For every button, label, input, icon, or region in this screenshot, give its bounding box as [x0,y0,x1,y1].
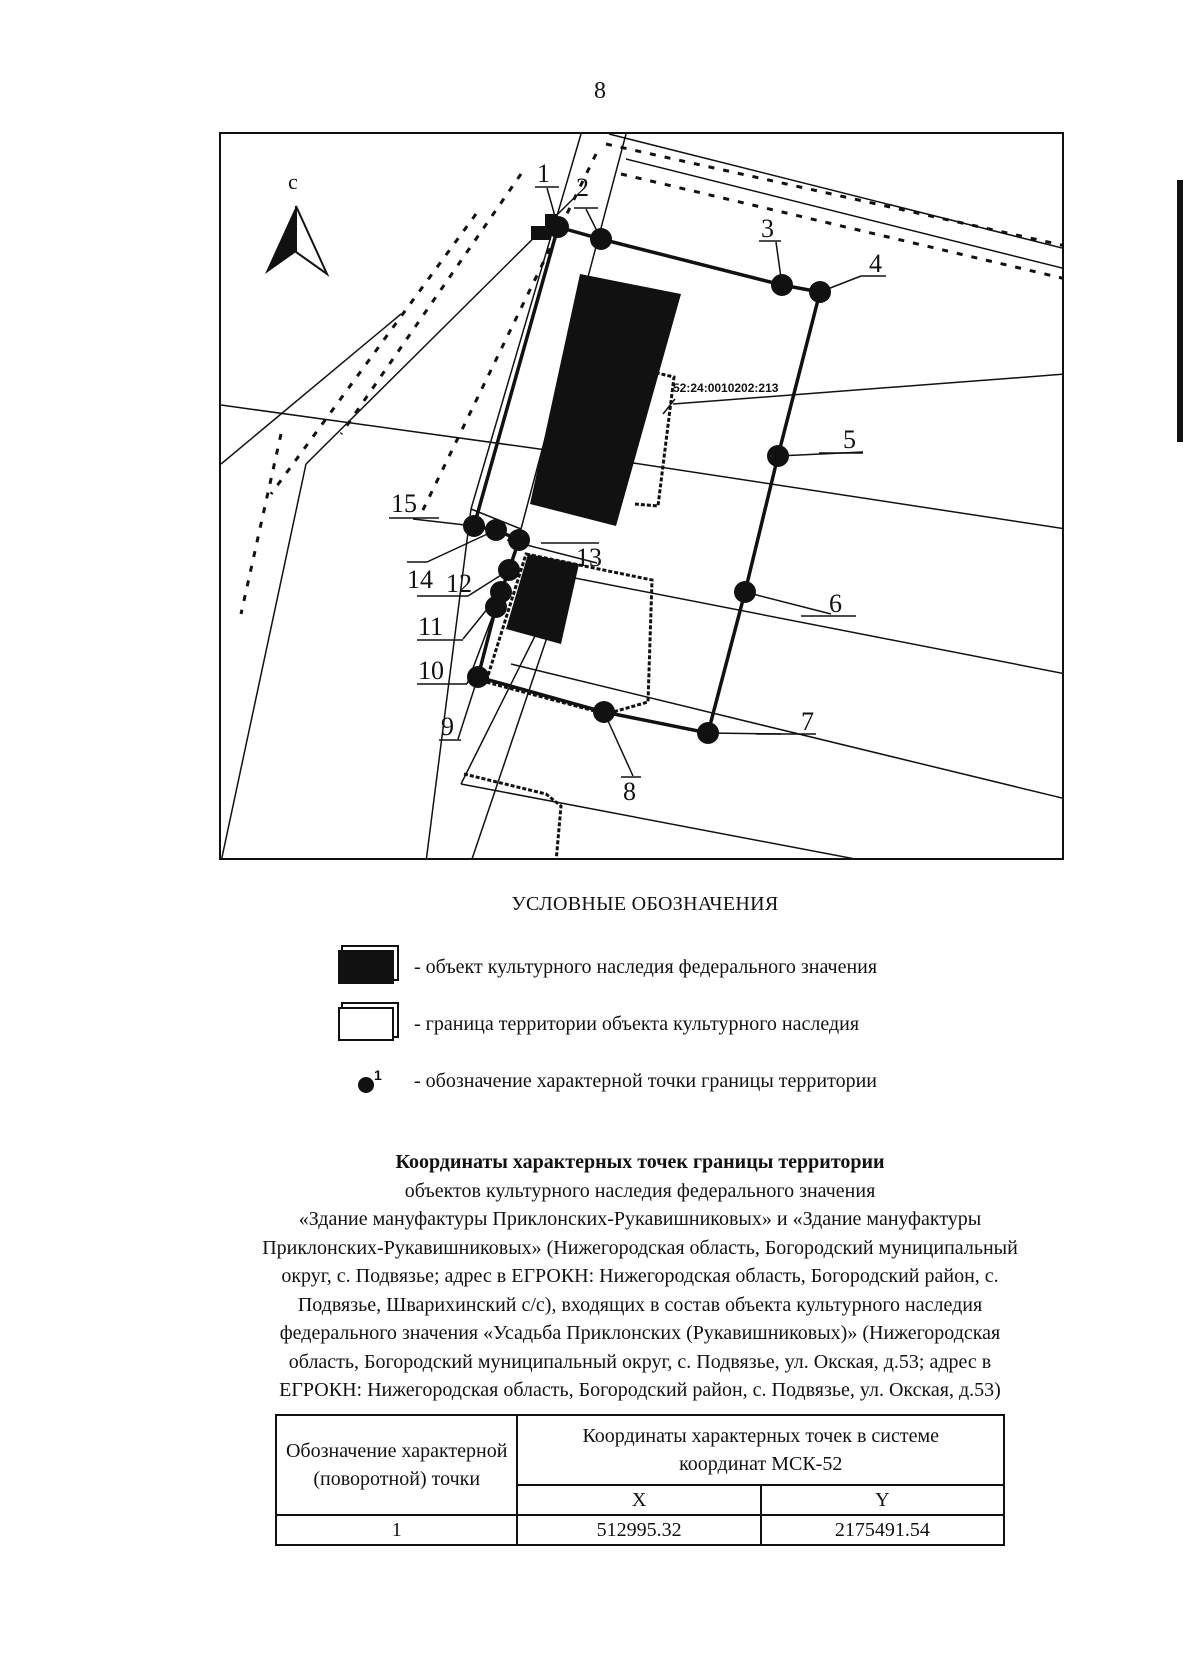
coordinates-heading: Координаты характерных точек границы территории [395,1151,885,1173]
outline-rectangle-icon [338,1007,394,1041]
leader-lines [389,187,886,777]
point-label-3: 3 [761,214,774,243]
description-line: ЕГРОКН: Нижегородская область, Богородский район, с. Подвязье, ул. Окская, д.53) [279,1379,1001,1401]
point-label-7: 7 [801,707,814,736]
legend-item-heritage-object [336,947,877,987]
y-cell: 2175491.54 [761,1515,1004,1545]
legend-item-point-marker [336,1061,877,1101]
point-marker [508,529,530,551]
point-marker [498,559,520,581]
north-label: с [288,169,298,194]
point-marker [771,274,793,296]
table-row [276,1515,1004,1545]
x-cell: 512995.32 [517,1515,760,1545]
point-label-10: 10 [418,656,444,685]
description-line: федерального значения «Усадьба Приклонских (Рукавишниковых)» (Нижегородская [279,1322,1001,1344]
point-label-5: 5 [843,425,856,454]
legend-title: УСЛОВНЫЕ ОБОЗНАЧЕНИЯ [511,893,779,915]
north-arrow-icon [265,169,327,274]
point-labels [391,159,882,806]
point-marker [547,216,569,238]
point-cell: 1 [276,1515,517,1545]
x-header: X [517,1485,760,1515]
point-marker [593,701,615,723]
coordinates-system-header: Координаты характерных точек в системе координат МСК-52 [517,1415,1004,1485]
filled-rectangle-icon [338,950,394,984]
point-label-15: 15 [391,489,417,518]
point-label-12: 12 [446,569,472,598]
marker-label: 1 [374,1067,382,1083]
y-header: Y [761,1485,1004,1515]
point-label-11: 11 [418,612,444,641]
point-label-4: 4 [869,249,882,278]
page-number: 8 [594,78,606,104]
point-marker [590,228,612,250]
description-line: Приклонских-Рукавишниковых» (Нижегородская область, Богородский муниципальный [262,1236,1018,1259]
point-marker [463,515,485,537]
point-marker [734,581,756,603]
heritage-buildings [506,214,681,644]
description-line: область, Богородский муниципальный округ, с. Подвязье, ул. Окская, д.53; адрес в [288,1350,992,1373]
point-label-8: 8 [623,777,636,806]
point-marker [467,666,489,688]
point-marker [767,445,789,467]
point-label-13: 13 [576,543,602,572]
legend-item-text: - обозначение характерной точки границы территории [414,1069,877,1092]
point-marker [697,722,719,744]
description-line: объектов культурного наследия федерального значения [404,1179,876,1202]
point-marker-icon [336,1063,396,1099]
point-label-1: 1 [537,159,550,188]
point-marker [809,281,831,303]
legend-item-text: - объект культурного наследия федерального значения [414,955,878,978]
coordinates-table [275,1414,1005,1546]
point-designation-header: Обозначение характерной (поворотной) точки [276,1415,517,1515]
cadastral-number-label: 52:24:0010202:213 [673,381,779,395]
description-line: Подвязье, Шварихинский с/с), входящих в состав объекта культурного наследия [297,1293,983,1316]
point-marker [490,581,512,603]
point-label-9: 9 [441,712,454,741]
point-marker [485,519,507,541]
description-line: округ, с. Подвязье; адрес в ЕГРОКН: Нижегородская область, Богородский район, с. [281,1265,999,1287]
margin-bar [1177,180,1183,442]
legend-item-territory-boundary [336,1004,859,1044]
point-label-6: 6 [829,589,842,618]
legend-item-text: - граница территории объекта культурного наследия [414,1012,860,1035]
coordinates-description [180,1148,1100,1405]
boundary-map [219,132,1064,860]
point-label-14: 14 [407,565,433,594]
cadastral-lines [221,134,1064,860]
description-line: «Здание мануфактуры Приклонских-Рукавишниковых» и «Здание мануфактуры [298,1208,982,1230]
point-label-2: 2 [576,173,589,202]
